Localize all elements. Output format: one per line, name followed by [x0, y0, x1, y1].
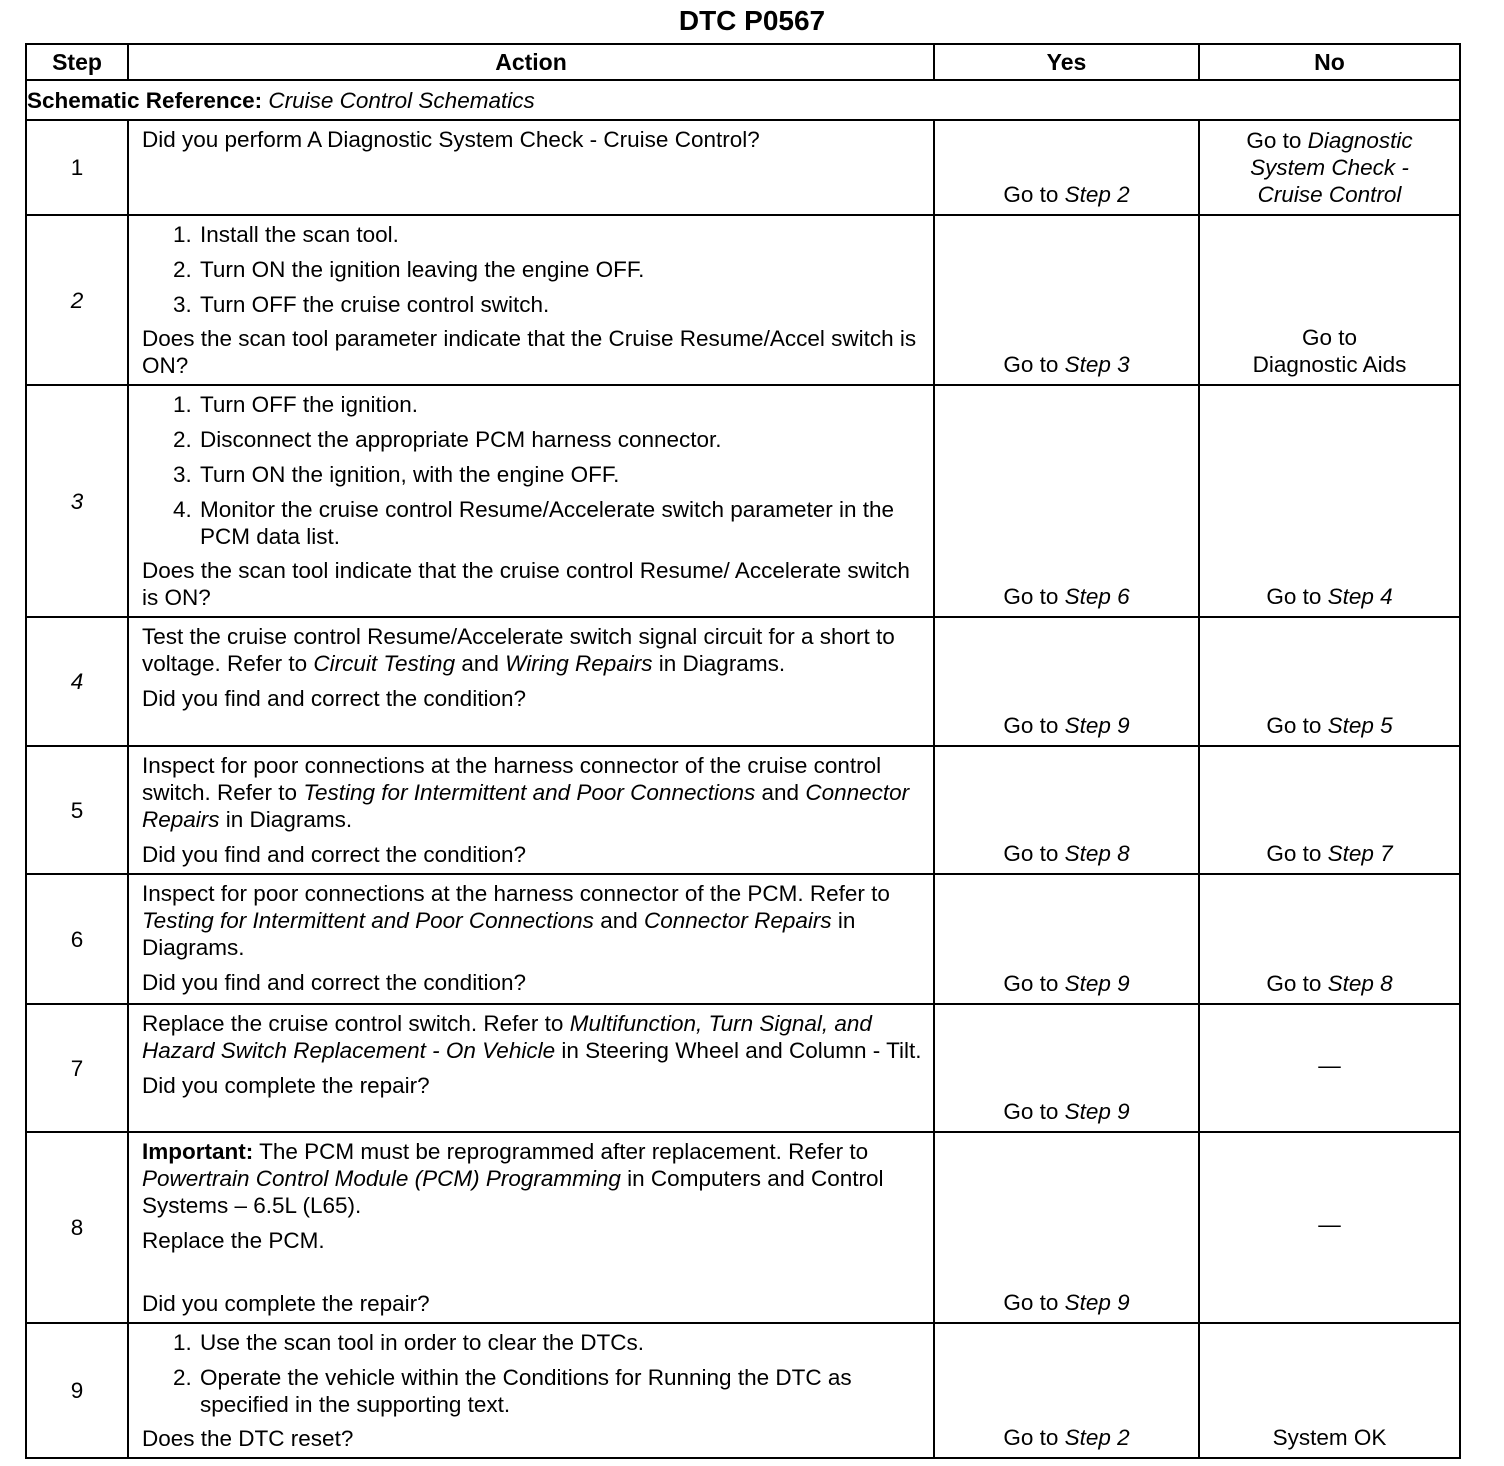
- no-cell: [1199, 385, 1460, 617]
- action-list: [142, 391, 923, 550]
- action-extra: Replace the PCM.: [142, 1228, 325, 1253]
- action-text-part: and: [761, 780, 800, 805]
- step-number: 3: [26, 385, 128, 617]
- yes-cell: [934, 746, 1199, 874]
- action-cell: [128, 746, 934, 874]
- list-item: 1. Install the scan tool.: [198, 221, 923, 248]
- no-cell: System OK: [1199, 1323, 1460, 1458]
- dtc-table: [25, 43, 1461, 1459]
- step-number: 5: [26, 746, 128, 874]
- no-step-link[interactable]: Step 8: [1327, 971, 1393, 996]
- action-text-part: in Computers and Control Systems – 6.5L (L65).: [142, 1166, 884, 1218]
- table-row: [26, 1004, 1460, 1132]
- action-text: [142, 880, 923, 961]
- list-item: 1. Turn OFF the ignition.: [198, 391, 923, 418]
- table-row: [26, 617, 1460, 746]
- action-question: Does the DTC reset?: [142, 1426, 354, 1451]
- no-cell: [1199, 874, 1460, 1004]
- step-number: 8: [26, 1132, 128, 1323]
- table-row: [26, 215, 1460, 385]
- action-text-part: in Diagrams.: [658, 651, 786, 676]
- step-number: 6: [26, 874, 128, 1004]
- action-list: [142, 1329, 923, 1418]
- action-question: Did you complete the repair?: [142, 1291, 430, 1316]
- no-link-line3[interactable]: Cruise Control: [1257, 182, 1402, 207]
- action-text-part: in Diagrams.: [225, 807, 353, 832]
- table-row: [26, 1323, 1460, 1458]
- no-cell: —: [1199, 1132, 1460, 1323]
- action-cell: [128, 385, 934, 617]
- testing-intermittent-link[interactable]: Testing for Intermittent and Poor Connections: [303, 780, 756, 805]
- table-row: [26, 874, 1460, 1004]
- yes-prefix: Go to: [1003, 1099, 1059, 1124]
- step-number: 4: [26, 617, 128, 746]
- header-action: Action: [128, 44, 934, 80]
- action-list: [142, 221, 923, 318]
- yes-cell: [934, 1004, 1199, 1132]
- schematic-label: Schematic Reference:: [27, 87, 263, 113]
- switch-replacement-link[interactable]: Multifunction, Turn Signal, and Hazard Switch Replacement - On Vehicle: [142, 1011, 872, 1063]
- yes-step-link[interactable]: Step 8: [1064, 841, 1130, 866]
- no-cell: [1199, 120, 1460, 215]
- no-step-link[interactable]: Step 7: [1327, 841, 1393, 866]
- action-question: Did you complete the repair?: [142, 1073, 430, 1098]
- action-text: [142, 1138, 923, 1219]
- action-cell: [128, 617, 934, 746]
- table-row: [26, 746, 1460, 874]
- yes-cell: [934, 215, 1199, 385]
- header-no: No: [1199, 44, 1460, 80]
- action-cell: [128, 874, 934, 1004]
- no-line1: Go to: [1301, 325, 1358, 350]
- table-row: [26, 1132, 1460, 1323]
- action-cell: [128, 1132, 934, 1323]
- schematic-reference-row: [26, 80, 1460, 120]
- schematic-link[interactable]: Cruise Control Schematics: [268, 87, 535, 113]
- no-prefix: Go to: [1246, 128, 1302, 153]
- header-step: Step: [26, 44, 128, 80]
- action-text-part: in Diagrams.: [142, 908, 856, 960]
- no-link-line2[interactable]: System Check -: [1250, 155, 1409, 180]
- action-cell: [128, 120, 934, 215]
- yes-prefix: Go to: [1003, 841, 1059, 866]
- yes-cell: [934, 120, 1199, 215]
- step-number: 9: [26, 1323, 128, 1458]
- header-yes: Yes: [934, 44, 1199, 80]
- action-text: [142, 623, 923, 677]
- list-item: 1. Use the scan tool in order to clear the DTCs.: [198, 1329, 923, 1356]
- action-text-part: and: [600, 908, 638, 933]
- yes-step-link[interactable]: Step 2: [1064, 182, 1130, 207]
- yes-step-link[interactable]: Step 3: [1064, 352, 1130, 377]
- yes-step-link[interactable]: Step 9: [1064, 1290, 1130, 1315]
- header-row: [26, 44, 1460, 80]
- action-text-part: Test the cruise control Resume/Accelerate switch signal circuit for a short to voltage. Refer to: [142, 624, 895, 676]
- no-link[interactable]: Diagnostic: [1307, 128, 1413, 153]
- action-text: [142, 752, 923, 833]
- action-question: Did you find and correct the condition?: [142, 686, 526, 711]
- important-label: Important:: [142, 1139, 254, 1164]
- yes-cell: [934, 874, 1199, 1004]
- yes-cell: [934, 385, 1199, 617]
- yes-cell: [934, 617, 1199, 746]
- no-prefix: Go to: [1266, 713, 1322, 738]
- step-number: 2: [26, 215, 128, 385]
- yes-prefix: Go to: [1003, 182, 1059, 207]
- no-step-link[interactable]: Step 5: [1327, 713, 1393, 738]
- no-cell: [1199, 215, 1460, 385]
- no-prefix: Go to: [1266, 584, 1322, 609]
- yes-prefix: Go to: [1003, 352, 1059, 377]
- step-number: 1: [26, 120, 128, 215]
- yes-step-link[interactable]: Step 2: [1064, 1425, 1130, 1450]
- action-text-part: Replace the cruise control switch. Refer to: [142, 1011, 564, 1036]
- document-title: DTC P0567: [678, 5, 826, 36]
- yes-step-link[interactable]: Step 9: [1064, 713, 1130, 738]
- action-cell: [128, 1323, 934, 1458]
- action-text-part: The PCM must be reprogrammed after replacement. Refer to: [259, 1139, 869, 1164]
- no-step-link[interactable]: Step 4: [1327, 584, 1393, 609]
- connector-repairs-link[interactable]: Connector Repairs: [644, 908, 832, 933]
- yes-prefix: Go to: [1003, 1290, 1059, 1315]
- no-diagnostic-aids-link[interactable]: Diagnostic Aids: [1252, 352, 1407, 377]
- yes-cell: [934, 1323, 1199, 1458]
- connector-repairs-link[interactable]: Connector Repairs: [142, 780, 910, 832]
- no-prefix: Go to: [1266, 841, 1322, 866]
- circuit-testing-link[interactable]: Circuit Testing: [313, 651, 456, 676]
- testing-intermittent-link[interactable]: Testing for Intermittent and Poor Connections: [142, 908, 594, 933]
- yes-step-link[interactable]: Step 9: [1064, 971, 1130, 996]
- yes-step-link[interactable]: Step 6: [1064, 584, 1130, 609]
- no-cell: [1199, 746, 1460, 874]
- yes-prefix: Go to: [1003, 1425, 1059, 1450]
- list-item: 3. Turn OFF the cruise control switch.: [198, 291, 923, 318]
- action-question: Does the scan tool indicate that the cruise control Resume/ Accelerate switch is ON?: [142, 558, 910, 610]
- list-item: 2. Operate the vehicle within the Conditions for Running the DTC as specified in the supporting text.: [198, 1364, 923, 1418]
- spacer: [142, 1262, 923, 1290]
- action-question: Did you find and correct the condition?: [142, 970, 526, 995]
- list-item: 2. Turn ON the ignition leaving the engine OFF.: [198, 256, 923, 283]
- action-question: Did you perform A Diagnostic System Check - Cruise Control?: [142, 127, 760, 152]
- action-text-part: and: [461, 651, 499, 676]
- action-text-part: in Steering Wheel and Column - Tilt.: [561, 1038, 922, 1063]
- yes-prefix: Go to: [1003, 584, 1059, 609]
- action-cell: [128, 1004, 934, 1132]
- no-cell: [1199, 617, 1460, 746]
- list-item: 3. Turn ON the ignition, with the engine OFF.: [198, 461, 923, 488]
- action-text: [142, 1010, 923, 1064]
- yes-cell: [934, 1132, 1199, 1323]
- action-question: Did you find and correct the condition?: [142, 842, 526, 867]
- list-item: 4. Monitor the cruise control Resume/Accelerate switch parameter in the PCM data list.: [198, 496, 923, 550]
- step-number: 7: [26, 1004, 128, 1132]
- yes-prefix: Go to: [1003, 971, 1059, 996]
- schematic-reference: [26, 80, 1460, 120]
- action-text-part: Inspect for poor connections at the harness connector of the PCM. Refer to: [142, 881, 890, 906]
- table-row: [26, 120, 1460, 215]
- no-prefix: Go to: [1266, 971, 1322, 996]
- action-question: Does the scan tool parameter indicate that the Cruise Resume/Accel switch is ON?: [142, 326, 917, 378]
- table-row: [26, 385, 1460, 617]
- list-item: 2. Disconnect the appropriate PCM harness connector.: [198, 426, 923, 453]
- yes-prefix: Go to: [1003, 713, 1059, 738]
- yes-step-link[interactable]: Step 9: [1064, 1099, 1130, 1124]
- pcm-programming-link[interactable]: Powertrain Control Module (PCM) Programming: [142, 1166, 621, 1191]
- no-cell: —: [1199, 1004, 1460, 1132]
- wiring-repairs-link[interactable]: Wiring Repairs: [505, 651, 653, 676]
- action-cell: [128, 215, 934, 385]
- action-text-part: Inspect for poor connections at the harness connector of the cruise control switch. Refer to: [142, 753, 882, 805]
